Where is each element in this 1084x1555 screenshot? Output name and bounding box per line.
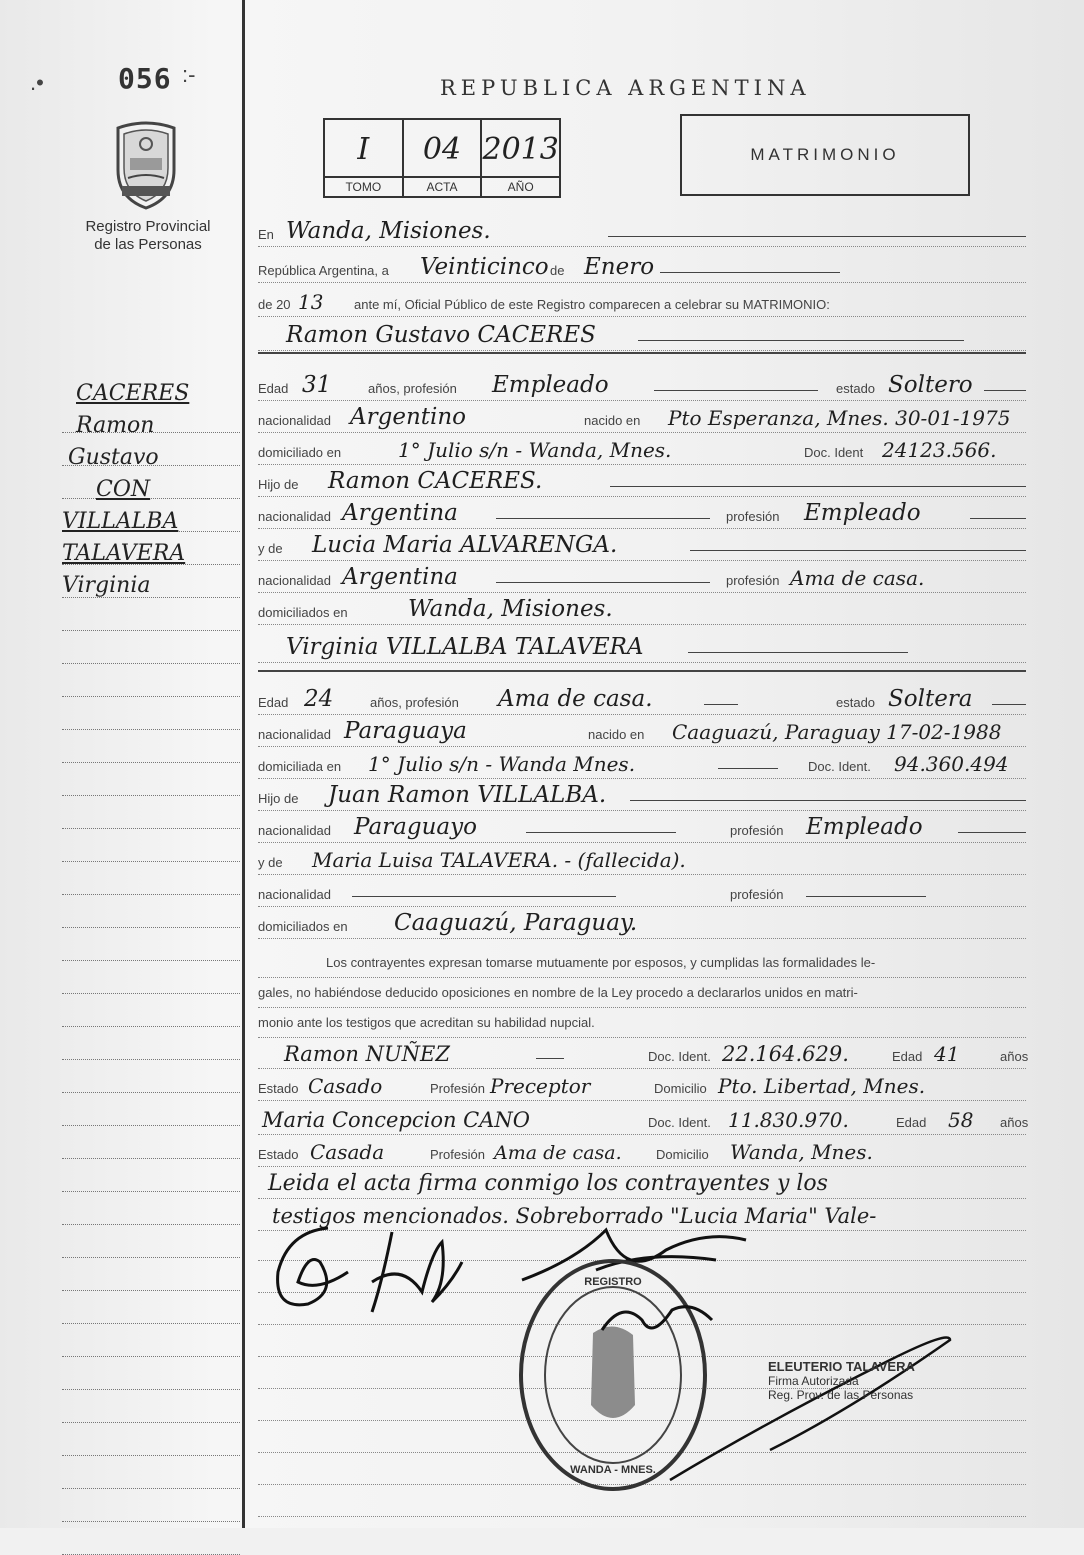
official-title: Firma Autorizada [768, 1374, 859, 1388]
groom-father-profession: Empleado [804, 500, 921, 526]
groom-birth: Pto Esperanza, Mnes. 30-01-1975 [668, 406, 1011, 430]
groom-mother-nationality-row [258, 560, 1026, 593]
section-separator [258, 670, 1026, 672]
witness2-row [258, 1102, 1029, 1135]
registry-name-line2: de las Personas [94, 236, 202, 253]
bride-father-profession: Empleado [806, 814, 923, 840]
acta-cell [404, 120, 483, 196]
provincial-emblem-icon [108, 120, 184, 212]
groom-parents-address-row [258, 592, 1026, 625]
groom-father-nationality-row [258, 496, 1026, 529]
estado-label: Estado [258, 1147, 299, 1162]
anio-cell [482, 120, 559, 196]
tomo-label: TOMO [325, 176, 402, 196]
nacionalidad-label: nacionalidad [258, 573, 332, 588]
declaration-line: monio ante los testigos que acreditan su habilidad nupcial. [258, 1008, 1026, 1038]
bride-father-nationality-row [258, 810, 1026, 843]
estado-label: Estado [258, 1081, 299, 1096]
official-name: ELEUTERIO TALAVERA [768, 1359, 915, 1374]
groom-nationality-row [258, 400, 1026, 433]
acta-label: ACTA [404, 176, 481, 196]
witness2-details-row [258, 1134, 1026, 1167]
witness1-details-row [258, 1068, 1026, 1101]
edad-label: Edad [258, 695, 289, 710]
profesion-label: profesión [730, 823, 784, 838]
anos-label: años [1000, 1115, 1029, 1130]
intro-date-row [258, 250, 1026, 283]
bride-father-row [258, 778, 1026, 811]
anos-profesion-label: años, profesión [370, 695, 459, 710]
groom-mother-row [258, 528, 1026, 561]
tomo-value: I [357, 132, 370, 167]
bride-address: 1° Julio s/n - Wanda Mnes. [368, 752, 636, 776]
bride-father: Juan Ramon VILLALBA. [328, 782, 607, 808]
profesion-label: profesión [726, 509, 780, 524]
groom-father-row [258, 464, 1026, 497]
hijo-de-label: Hijo de [258, 791, 299, 806]
statement-text: ante mí, Oficial Público de este Registro comparecen a celebrar su MATRIMONIO: [354, 297, 830, 312]
nacionalidad-label: nacionalidad [258, 887, 332, 902]
place-value: Wanda, Misiones. [286, 218, 491, 244]
declaration-paragraph [258, 948, 1026, 1038]
groom-parents-address: Wanda, Misiones. [408, 596, 613, 622]
bride-father-nationality: Paraguayo [354, 814, 477, 840]
witness1-address: Pto. Libertad, Mnes. [718, 1074, 926, 1098]
domiciliados-label: domiciliados en [258, 919, 348, 934]
margin-divider [242, 0, 245, 1528]
domicilio-label: Domicilio [656, 1147, 709, 1162]
acta-value: 04 [422, 132, 462, 167]
margin-note [62, 378, 238, 602]
profesion-label: Profesión [430, 1081, 485, 1096]
witness2-profession: Ama de casa. [494, 1142, 622, 1164]
bride-name-row [258, 630, 1026, 663]
groom-civil-status: Soltero [888, 372, 973, 398]
profesion-label: Profesión [430, 1147, 485, 1162]
official-stamp [768, 1360, 915, 1402]
bride-birth: Caaguazú, Paraguay 17-02-1988 [672, 720, 1002, 744]
groom-mother-profession: Ama de casa. [790, 566, 925, 590]
groom-mother-nationality: Argentina [342, 564, 458, 590]
groom-name-row [258, 318, 1026, 351]
svg-text:WANDA - MNES.: WANDA - MNES. [570, 1464, 656, 1476]
republic-label: República Argentina, a [258, 263, 389, 278]
section-separator [258, 352, 1026, 354]
month-value: Enero [584, 254, 655, 280]
witness2-address: Wanda, Mnes. [730, 1140, 873, 1164]
groom-address: 1° Julio s/n - Wanda, Mnes. [398, 438, 672, 462]
doc-ident-label: Doc. Ident. [808, 759, 871, 774]
bride-doc: 94.360.494 [894, 752, 1009, 776]
nacionalidad-label: nacionalidad [258, 413, 332, 428]
bride-nationality: Paraguaya [344, 718, 467, 744]
bride-mother: Maria Luisa TALAVERA. - (fallecida). [312, 848, 686, 872]
closing-line1-row [258, 1166, 1026, 1199]
hijo-de-label: Hijo de [258, 477, 299, 492]
nacionalidad-label: nacionalidad [258, 727, 332, 742]
anio-value: 2013 [482, 132, 559, 167]
witness2-name: Maria Concepcion CANO [262, 1108, 530, 1132]
profesion-label: profesión [726, 573, 780, 588]
closing-line1: Leida el acta firma conmigo los contrayentes y los [268, 1171, 828, 1196]
signature-bride-icon [362, 1222, 472, 1322]
domiciliados-label: domiciliados en [258, 605, 348, 620]
margin-marks: .• [30, 70, 44, 95]
margin-marks-right: :- [182, 62, 196, 87]
svg-text:REGISTRO: REGISTRO [584, 1276, 642, 1288]
groom-address-row [258, 432, 1026, 465]
anos-label: años [1000, 1049, 1029, 1064]
official-office: Reg. Prov. de las Personas [768, 1388, 914, 1402]
year-suffix: 13 [298, 290, 324, 314]
margin-note-line: TALAVERA [62, 541, 186, 566]
declaration-line: gales, no habiéndose deducido oposiciones en nombre de la Ley procedo a declararlos unidos en matri- [258, 978, 1026, 1008]
record-type-box: MATRIMONIO [680, 114, 970, 196]
edad-label: Edad [896, 1115, 927, 1130]
domicilio-label: Domicilio [654, 1081, 707, 1096]
doc-ident-label: Doc. Ident. [648, 1115, 711, 1130]
year-prefix: de 20 [258, 297, 291, 312]
groom-age: 31 [302, 372, 332, 398]
groom-name: Ramon Gustavo CACERES [286, 322, 596, 348]
nacionalidad-label: nacionalidad [258, 509, 332, 524]
edad-label: Edad [892, 1049, 923, 1064]
intro-place-row [258, 214, 1026, 247]
bride-parents-address: Caaguazú, Paraguay. [394, 910, 638, 936]
registry-name [68, 218, 228, 254]
margin-note-line: Gustavo [68, 445, 159, 470]
margin-note-line: VILLALBA [62, 509, 179, 534]
day-value: Veinticinco [420, 254, 549, 280]
groom-mother: Lucia Maria ALVARENGA. [312, 532, 618, 558]
en-label: En [258, 227, 274, 242]
nacido-label: nacido en [588, 727, 645, 742]
nacido-label: nacido en [584, 413, 641, 428]
witness2-doc: 11.830.970. [728, 1108, 849, 1132]
signature-groom-icon [268, 1222, 358, 1322]
registry-reference-box [323, 118, 561, 198]
closing-line2: testigos mencionados. Sobreborrado "Lucia Maria" Vale- [272, 1204, 877, 1228]
groom-doc: 24123.566. [882, 438, 997, 462]
bride-address-row [258, 746, 1026, 779]
de-label: de [550, 263, 565, 278]
registry-name-line1: Registro Provincial [85, 218, 211, 235]
margin-note-line: CON [96, 477, 151, 502]
y-de-label: y de [258, 855, 283, 870]
doc-ident-label: Doc. Ident [804, 445, 864, 460]
bride-age-row [258, 682, 1026, 715]
witness1-status: Casado [308, 1074, 383, 1098]
margin-note-line: CACERES [76, 381, 190, 406]
bride-civil-status: Soltera [888, 686, 973, 712]
estado-label: estado [836, 695, 876, 710]
bride-parents-address-row [258, 906, 1026, 939]
margin-note-line: Virginia [62, 573, 151, 598]
witness1-profession: Preceptor [490, 1074, 591, 1098]
doc-ident-label: Doc. Ident. [648, 1049, 711, 1064]
groom-nationality: Argentino [350, 404, 467, 430]
witness2-age: 58 [948, 1108, 974, 1132]
witness1-name: Ramon NUÑEZ [284, 1042, 450, 1066]
witness1-age: 41 [934, 1042, 960, 1066]
bride-nationality-row [258, 714, 1026, 747]
bride-name: Virginia VILLALBA TALAVERA [286, 634, 644, 660]
bride-mother-row [258, 842, 1026, 875]
bride-age: 24 [304, 686, 334, 712]
edad-label: Edad [258, 381, 289, 396]
groom-profession: Empleado [492, 372, 609, 398]
country-title: REPUBLICA ARGENTINA [440, 76, 811, 100]
profesion-label: profesión [730, 887, 784, 902]
intro-statement-row [258, 284, 1026, 317]
y-de-label: y de [258, 541, 283, 556]
bride-profession: Ama de casa. [498, 686, 653, 712]
witness1-row [258, 1036, 1029, 1069]
declaration-line: Los contrayentes expresan tomarse mutuamente por esposos, y cumplidas las formalidades le- [258, 948, 1026, 978]
tomo-cell [325, 120, 404, 196]
margin-note-line: Ramon [76, 413, 155, 438]
nacionalidad-label: nacionalidad [258, 823, 332, 838]
groom-father: Ramon CACERES. [328, 468, 543, 494]
witness2-status: Casada [310, 1140, 385, 1164]
anio-label: AÑO [482, 176, 559, 196]
anos-profesion-label: años, profesión [368, 381, 457, 396]
stamp-number: 056 [118, 62, 172, 95]
estado-label: estado [836, 381, 876, 396]
domiciliado-label: domiciliado en [258, 445, 342, 460]
domiciliada-label: domiciliada en [258, 759, 342, 774]
witness1-doc: 22.164.629. [722, 1042, 849, 1066]
groom-age-row [258, 368, 1026, 401]
bride-mother-nationality-row [258, 874, 1026, 907]
groom-father-nationality: Argentina [342, 500, 458, 526]
